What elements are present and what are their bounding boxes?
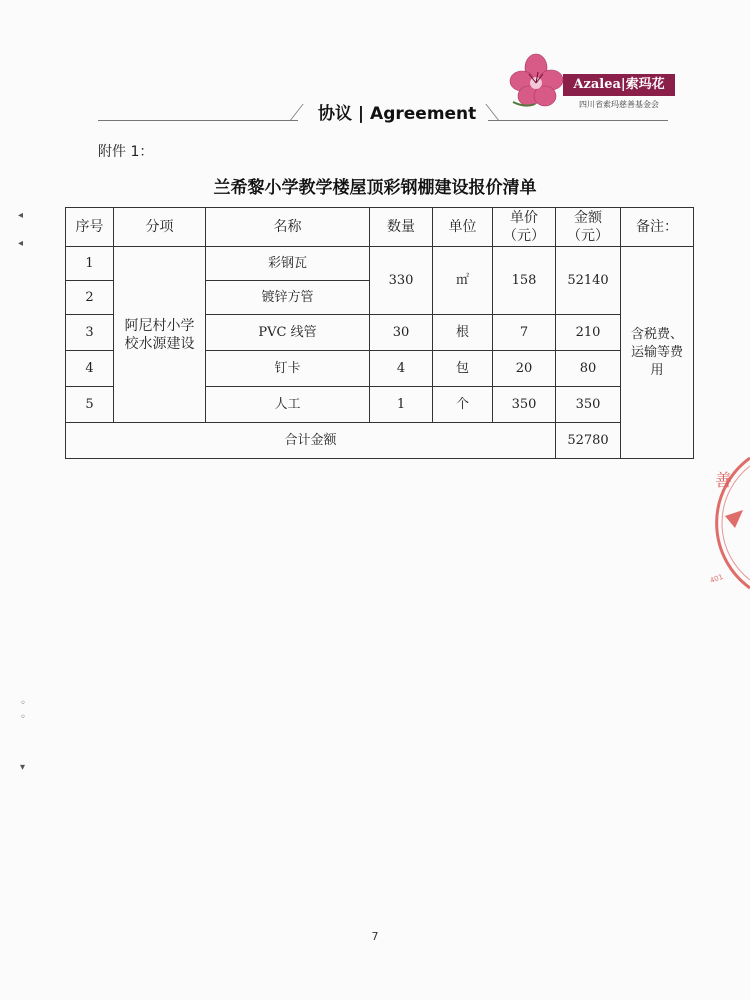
table-header-row	[66, 208, 694, 247]
row-unit: 个	[433, 387, 493, 423]
row-name: 镀锌方管	[206, 281, 370, 315]
margin-mark: ◦	[20, 712, 26, 723]
row-unit: 包	[433, 351, 493, 387]
row-unit: 根	[433, 315, 493, 351]
notes-cell: 含税费、运输等费用	[621, 247, 694, 459]
row-name: PVC 线管	[206, 315, 370, 351]
row-no: 3	[66, 315, 114, 351]
header-notes: 备注：	[621, 208, 694, 247]
header-rule-left	[98, 120, 298, 121]
row-amount: 52140	[556, 247, 621, 315]
margin-mark: ▾	[20, 762, 26, 773]
row-no: 4	[66, 351, 114, 387]
row-unit: ㎡	[433, 247, 493, 315]
row-no: 1	[66, 247, 114, 281]
header-rule-right	[488, 120, 668, 121]
row-amount: 80	[556, 351, 621, 387]
row-unit-price: 158	[493, 247, 556, 315]
logo-subtitle: 四川省索玛慈善基金会	[579, 100, 659, 109]
margin-mark: ◂	[18, 210, 24, 221]
row-amount: 350	[556, 387, 621, 423]
foundation-logo	[505, 52, 675, 114]
header-no: 序号	[66, 208, 114, 247]
margin-mark: ◂	[18, 238, 24, 249]
row-unit-price: 7	[493, 315, 556, 351]
row-quantity: 330	[370, 247, 433, 315]
header-unit: 单位	[433, 208, 493, 247]
logo-brand: Azalea|索玛花	[563, 74, 675, 96]
page-number: 7	[371, 930, 379, 943]
header-name: 名称	[206, 208, 370, 247]
row-unit-price: 350	[493, 387, 556, 423]
row-no: 5	[66, 387, 114, 423]
row-name: 人工	[206, 387, 370, 423]
header-category: 分项	[114, 208, 206, 247]
quotation-table	[65, 207, 694, 459]
row-name: 彩钢瓦	[206, 247, 370, 281]
red-seal-stamp	[705, 448, 750, 598]
stamp-digits: 401	[708, 572, 725, 585]
header-title: 协议 | Agreement	[318, 104, 477, 124]
total-label: 合计金额	[66, 423, 556, 459]
row-quantity: 4	[370, 351, 433, 387]
header-amount: 金额（元）	[556, 208, 621, 247]
row-quantity: 30	[370, 315, 433, 351]
category-cell: 阿尼村小学校水源建设	[114, 247, 206, 423]
total-amount: 52780	[556, 423, 621, 459]
row-amount: 210	[556, 315, 621, 351]
document-title: 兰希黎小学教学楼屋顶彩钢棚建设报价清单	[213, 178, 537, 198]
row-quantity: 1	[370, 387, 433, 423]
row-no: 2	[66, 281, 114, 315]
table-row	[66, 247, 694, 281]
row-name: 钉卡	[206, 351, 370, 387]
header-bracket-left	[289, 104, 317, 121]
header-quantity: 数量	[370, 208, 433, 247]
stamp-char: 善	[715, 471, 732, 491]
header-unit-price: 单价（元）	[493, 208, 556, 247]
attachment-label: 附件 1：	[98, 144, 154, 160]
row-unit-price: 20	[493, 351, 556, 387]
total-row	[66, 423, 694, 459]
margin-mark: ◦	[20, 698, 26, 709]
